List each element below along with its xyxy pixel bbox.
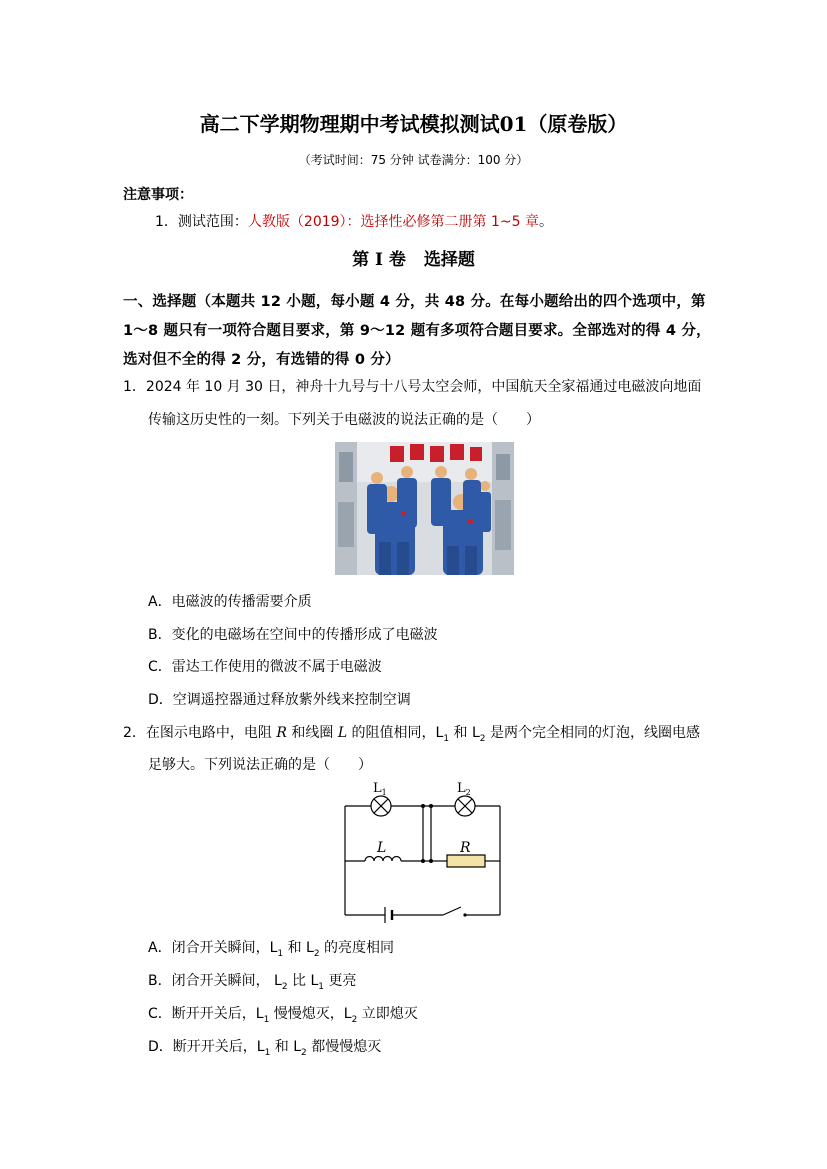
q2-option-d: D．断开开关后，$L_1$ 和 $L_2$ 都慢慢熄灭 bbox=[148, 1039, 382, 1058]
circuit-diagram bbox=[335, 772, 515, 924]
note-suffix: 。 bbox=[539, 214, 553, 230]
note-prefix: 1．测试范围： bbox=[155, 214, 248, 230]
q2-stem-line1: 2．在图示电路中，电阻 R 和线圈 L 的阻值相同，$L_1$ 和 $L_2$ 是两个完全相同的灯泡，线圈电感 bbox=[123, 725, 700, 744]
volume-heading bbox=[0, 245, 827, 270]
q1-option-d: D．空调遥控器通过释放紫外线来控制空调 bbox=[148, 692, 411, 708]
section-instructions: 一、选择题（本题共 12 小题，每小题 4 分，共 48 分。在每小题给出的四个选项中，第 1～8 题只有一项符合题目要求，第 9～12 题有多项符合题目要求。全部选对的得 4 分，选对但不全的得 2 分，有选错的得 0 分） bbox=[123, 294, 711, 368]
notes-item-1 bbox=[155, 211, 553, 231]
label-l2: $L_2$ bbox=[457, 781, 471, 797]
q1-stem-line2: 传输这历史性的一刻。下列关于电磁波的说法正确的是（ ） bbox=[148, 412, 540, 428]
note-scope: 人教版（2019）：选择性必修第二册第 1~5 章 bbox=[247, 214, 539, 230]
q1-option-b: B．变化的电磁场在空间中的传播形成了电磁波 bbox=[148, 627, 438, 643]
volume-name: 选择题 bbox=[423, 250, 475, 270]
q2-option-b: B．闭合开关瞬间， $L_2$ 比 $L_1$ 更亮 bbox=[148, 973, 357, 992]
q1-option-a: A．电磁波的传播需要介质 bbox=[148, 594, 312, 610]
astronauts-photo bbox=[335, 442, 514, 575]
q2-stem-line2: 足够大。下列说法正确的是（ ） bbox=[148, 757, 372, 773]
volume-part: 第 I 卷 bbox=[352, 250, 406, 270]
q1-stem-line1: 1．2024 年 10 月 30 日，神舟十九号与十八号太空会师，中国航天全家福通过电磁波向地面 bbox=[123, 379, 702, 395]
page-title: 高二下学期物理期中考试模拟测试01（原卷版） bbox=[199, 112, 628, 136]
q1-option-c: C．雷达工作使用的微波不属于电磁波 bbox=[148, 659, 382, 675]
q2-option-a: A．闭合开关瞬间，$L_1$ 和 $L_2$ 的亮度相同 bbox=[148, 940, 395, 959]
notes-heading: 注意事项： bbox=[123, 187, 193, 203]
exam-info: （考试时间：75 分钟 试卷满分：100 分） bbox=[298, 153, 529, 167]
label-l1: $L_1$ bbox=[373, 781, 387, 797]
q2-option-c: C．断开开关后，$L_1$ 慢慢熄灭，$L_2$ 立即熄灭 bbox=[148, 1006, 418, 1025]
label-resistor: R bbox=[460, 840, 471, 856]
label-coil: L bbox=[377, 840, 387, 856]
